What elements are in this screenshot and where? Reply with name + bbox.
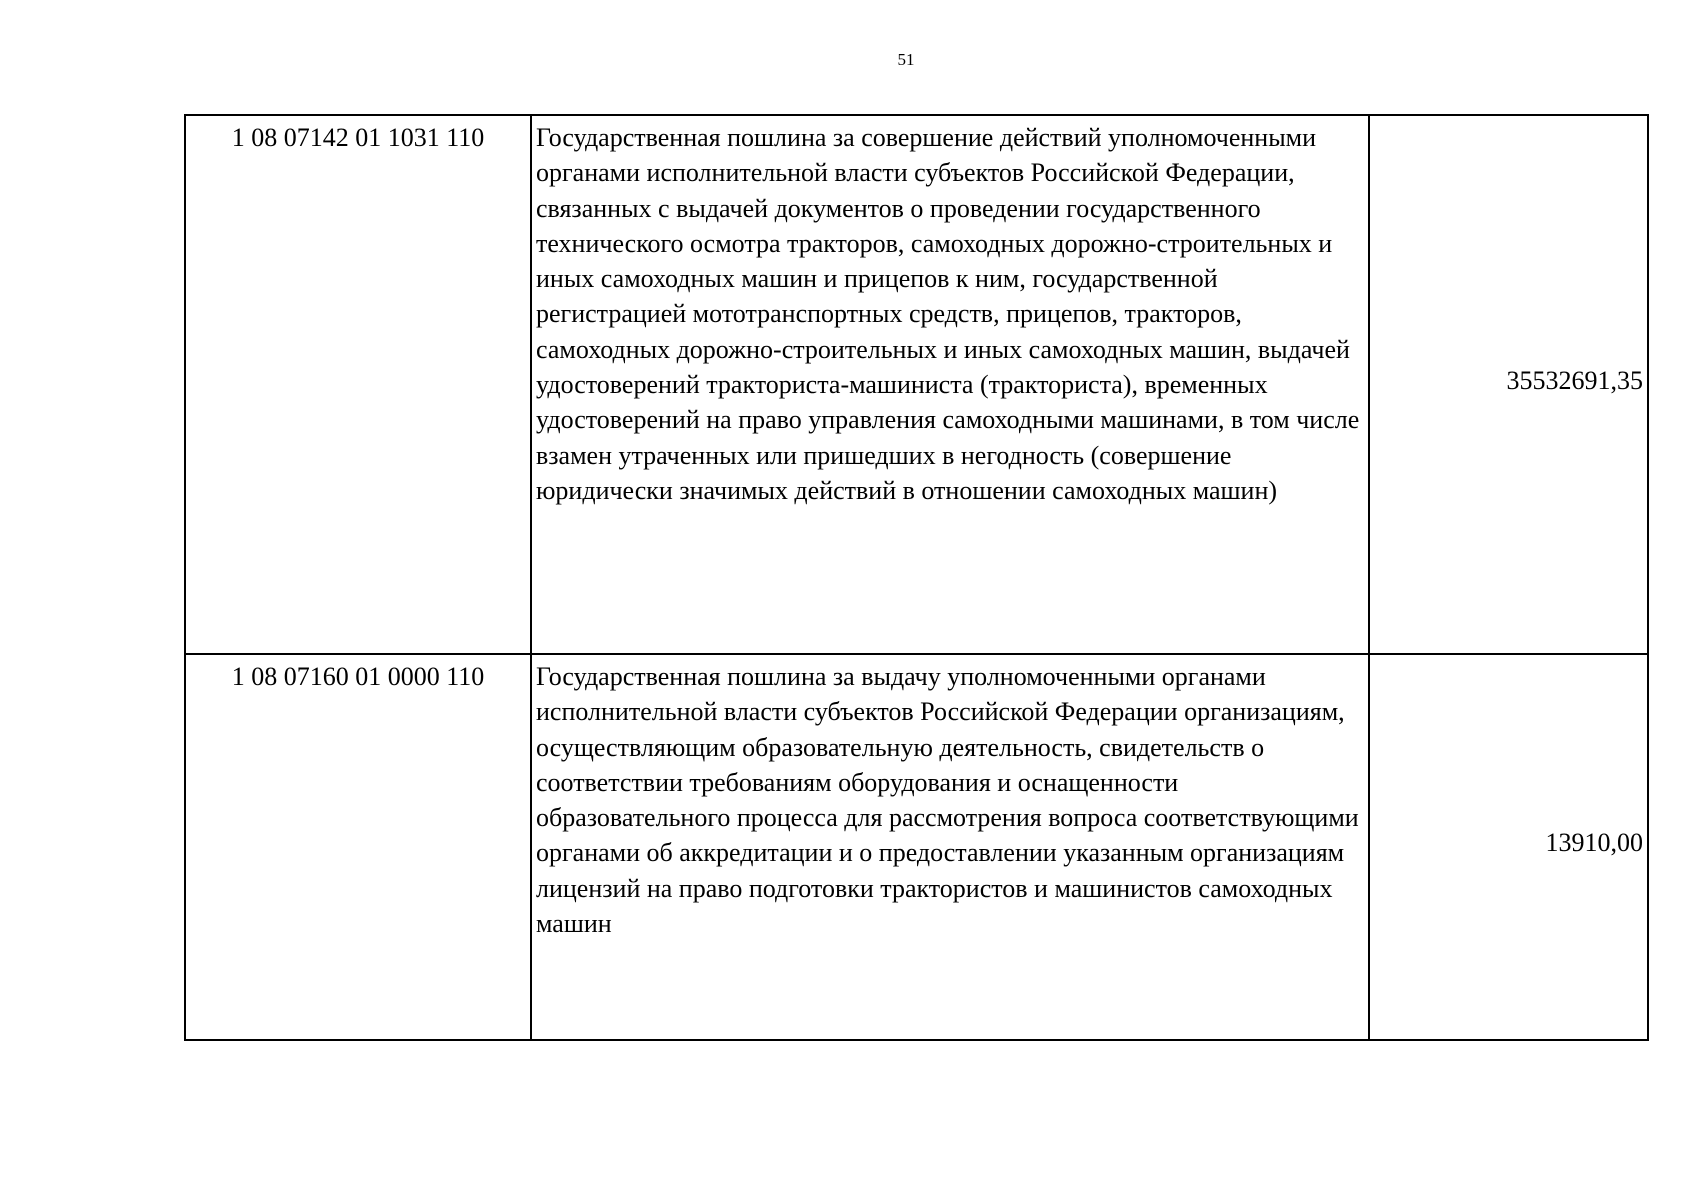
budget-classification-code: 1 08 07160 01 0000 110 xyxy=(185,654,531,1040)
revenue-amount: 13910,00 xyxy=(1369,654,1648,1040)
revenue-description: Государственная пошлина за совершение действий уполномоченными органами исполнительной власти субъектов Российской Федерации, связанных с выдачей документов о проведении государственного технического осмотра тракторов, самоходных дорожно-строительных и иных самоходных машин и прицепов к ним, государственной регистрацией мототранспортных средств, прицепов, тракторов, самоходных дорожно-строительных и иных самоходных машин, выдачей удостоверений тракториста-машиниста (тракториста), временных удостоверений на право управления самоходными машинами, в том числе взамен утраченных или пришедших в негодность (совершение юридически значимых действий в отношении самоходных машин) xyxy=(531,115,1369,654)
revenue-amount: 35532691,35 xyxy=(1369,115,1648,654)
table-row xyxy=(185,654,1648,1040)
budget-revenue-table xyxy=(184,114,1649,1041)
table-row xyxy=(185,115,1648,654)
revenue-description: Государственная пошлина за выдачу уполномоченными органами исполнительной власти субъектов Российской Федерации организациям, осуществляющим образовательную деятельность, свидетельств о соответствии требованиям оборудования и оснащенности образовательного процесса для рассмотрения вопроса соответствующими органами об аккредитации и о предоставлении указанным организациям лицензий на право подготовки трактористов и машинистов самоходных машин xyxy=(531,654,1369,1040)
page-number: 51 xyxy=(897,50,915,69)
budget-classification-code: 1 08 07142 01 1031 110 xyxy=(185,115,531,654)
